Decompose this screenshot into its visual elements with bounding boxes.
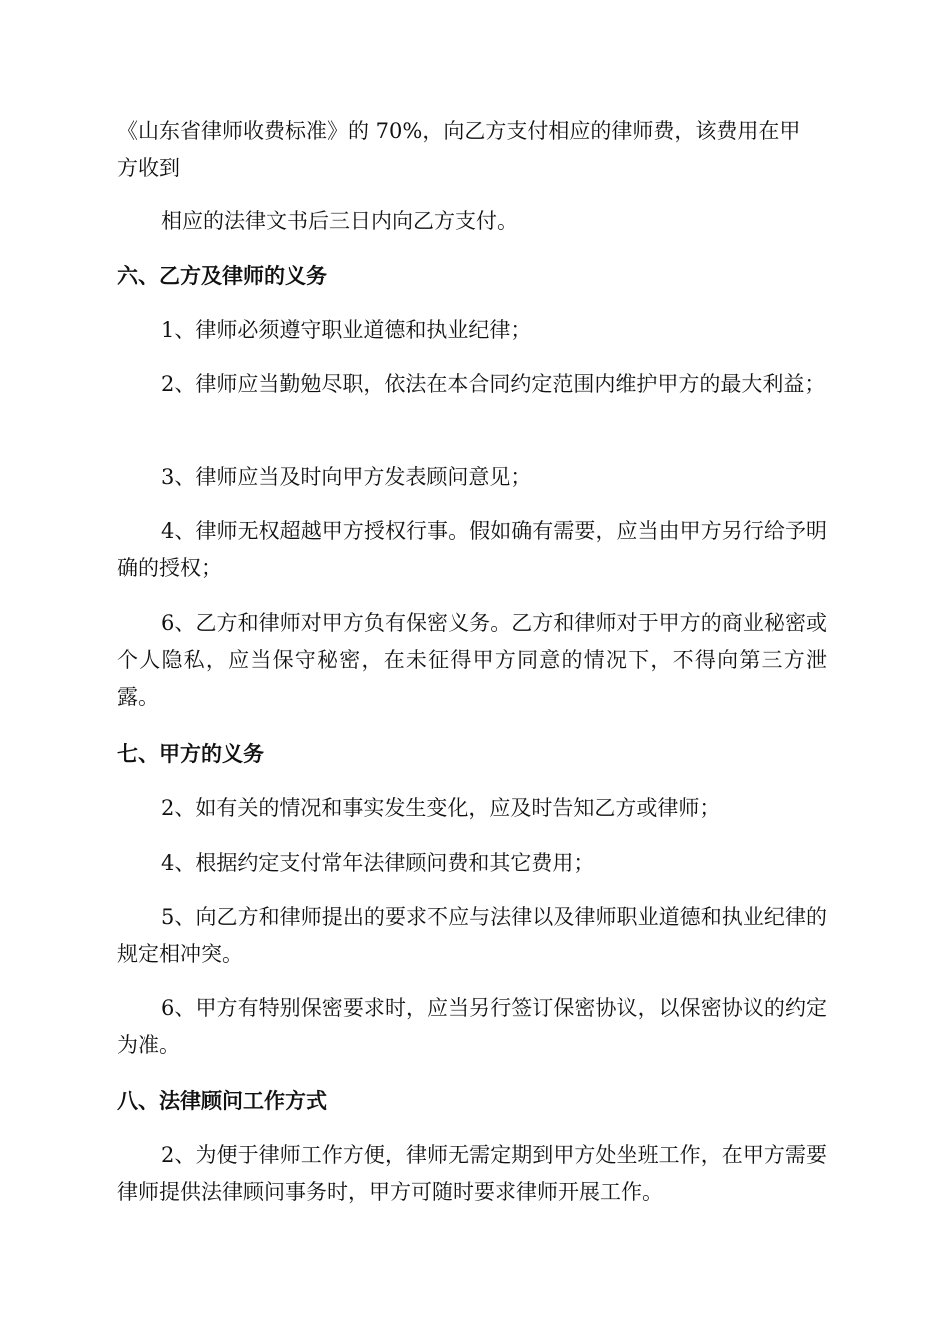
section-7-item-4: 4、根据约定支付常年法律顾问费和其它费用； (161, 851, 595, 875)
fee-paragraph-line1: 《山东省律师收费标准》的 70%，向乙方支付相应的律师费，该费用在甲 (117, 119, 801, 143)
section-6-item-4: 4、律师无权超越甲方授权行事。假如确有需要，应当由甲方另行给予明确的授权； (117, 519, 827, 580)
section-7-item-2: 2、如有关的情况和事实发生变化，应及时告知乙方或律师； (161, 796, 721, 820)
fee-paragraph (117, 113, 827, 187)
section-6-item-6: 6、乙方和律师对甲方负有保密义务。乙方和律师对于甲方的商业秘密或个人隐私，应当保守秘密，在未征得甲方同意的情况下，不得向第三方泄露。 (117, 611, 827, 709)
section-6-item-2: 2、律师应当勤勉尽职，依法在本合同约定范围内维护甲方的最大利益； (161, 372, 826, 396)
section-7-heading: 七、甲方的义务 (117, 742, 264, 766)
fee-paragraph-continuation: 相应的法律文书后三日内向乙方支付。 (161, 209, 518, 233)
section-6-item-3: 3、律师应当及时向甲方发表顾问意见； (161, 465, 532, 489)
section-6-item-1: 1、律师必须遵守职业道德和执业纪律； (161, 318, 532, 342)
fee-paragraph-line2: 方收到 (117, 156, 180, 180)
section-7-item-5: 5、向乙方和律师提出的要求不应与法律以及律师职业道德和执业纪律的规定相冲突。 (117, 905, 827, 966)
section-6-heading: 六、乙方及律师的义务 (117, 264, 327, 288)
section-8-item-2: 2、为便于律师工作方便，律师无需定期到甲方处坐班工作，在甲方需要律师提供法律顾问事务时，甲方可随时要求律师开展工作。 (117, 1143, 827, 1204)
section-8-heading: 八、法律顾问工作方式 (117, 1089, 327, 1113)
section-7-item-6: 6、甲方有特别保密要求时，应当另行签订保密协议，以保密协议的约定为准。 (117, 996, 827, 1057)
